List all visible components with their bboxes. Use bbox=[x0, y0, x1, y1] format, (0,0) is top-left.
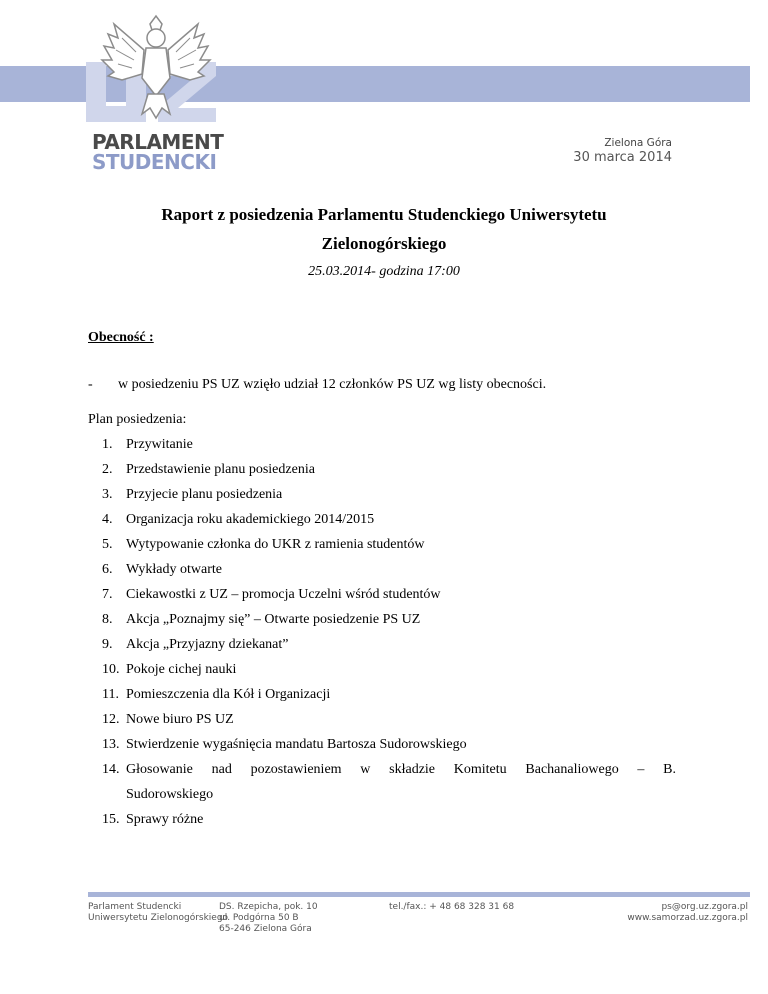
logo-text-parlament: PARLAMENT bbox=[92, 130, 224, 154]
agenda-item-number: 12. bbox=[102, 712, 120, 727]
footer-phone bbox=[389, 902, 514, 913]
agenda-word: – bbox=[637, 762, 645, 777]
agenda-item-text: Wykłady otwarte bbox=[126, 562, 222, 577]
agenda-word: w bbox=[360, 762, 371, 777]
agenda-word: B. bbox=[663, 762, 676, 777]
agenda-item-text: Sprawy różne bbox=[126, 812, 204, 827]
agenda-item-number: 11. bbox=[102, 687, 119, 702]
agenda-item-number: 5. bbox=[102, 537, 113, 552]
agenda-word: Komitetu bbox=[453, 762, 507, 777]
agenda-item-text: Przywitanie bbox=[126, 437, 193, 452]
agenda-item-number: 8. bbox=[102, 612, 113, 627]
agenda-word: pozostawieniem bbox=[250, 762, 342, 777]
document-subtitle: 25.03.2014- godzina 17:00 bbox=[308, 264, 460, 279]
document-title-line2: Zielonogórskiego bbox=[321, 234, 447, 253]
agenda-item-text: Wytypowanie członka do UKR z ramienia studentów bbox=[126, 537, 425, 552]
footer-organization bbox=[88, 902, 228, 924]
agenda-item-text: Przyjecie planu posiedzenia bbox=[126, 487, 283, 502]
agenda-item-number: 9. bbox=[102, 637, 113, 652]
attendance-text: w posiedzeniu PS UZ wzięło udział 12 członków PS UZ wg listy obecności. bbox=[118, 377, 547, 392]
agenda-item-text-justified bbox=[126, 762, 676, 778]
footer-address bbox=[219, 902, 318, 935]
footer-address-line: 65-246 Zielona Góra bbox=[219, 924, 312, 934]
agenda-item-text: Akcja „Przyjazny dziekanat” bbox=[126, 637, 289, 652]
agenda-item-text: Przedstawienie planu posiedzenia bbox=[126, 462, 315, 477]
agenda-item-number: 14. bbox=[102, 762, 120, 777]
footer-website-link[interactable]: www.samorzad.uz.zgora.pl bbox=[627, 913, 748, 923]
agenda-word: nad bbox=[211, 762, 232, 777]
agenda-item-text: Ciekawostki z UZ – promocja Uczelni wśród studentów bbox=[126, 587, 441, 602]
agenda-item-continuation: Sudorowskiego bbox=[126, 787, 214, 802]
footer-address-line: DS. Rzepicha, pok. 10 bbox=[219, 902, 318, 912]
place-label: Zielona Góra bbox=[604, 137, 672, 149]
agenda-word: Głosowanie bbox=[126, 762, 193, 777]
agenda-item-text: Stwierdzenie wygaśnięcia mandatu Bartosza Sudorowskiego bbox=[126, 737, 467, 752]
footer-divider bbox=[88, 892, 750, 897]
plan-label: Plan posiedzenia: bbox=[88, 412, 187, 427]
document-title-line1: Raport z posiedzenia Parlamentu Studenckiego Uniwersytetu bbox=[161, 205, 607, 224]
footer-phone-line: tel./fax.: + 48 68 328 31 68 bbox=[389, 902, 515, 912]
footer-address-line: ul. Podgórna 50 B bbox=[219, 913, 299, 923]
agenda-item-number: 1. bbox=[102, 437, 113, 452]
agenda-word: Bachanaliowego bbox=[525, 762, 619, 777]
agenda-item-text: Pomieszczenia dla Kół i Organizacji bbox=[126, 687, 331, 702]
agenda-item-number: 2. bbox=[102, 462, 113, 477]
agenda-item-number: 13. bbox=[102, 737, 120, 752]
agenda-item-number: 10. bbox=[102, 662, 120, 677]
footer-contact bbox=[627, 902, 748, 924]
eagle-emblem-icon bbox=[86, 14, 226, 130]
logo-text-studencki: STUDENCKI bbox=[92, 150, 217, 174]
footer-org-line: Uniwersytetu Zielonogórskiego bbox=[88, 913, 229, 923]
attendance-heading: Obecność : bbox=[88, 330, 154, 345]
agenda-item-text: Organizacja roku akademickiego 2014/2015 bbox=[126, 512, 375, 527]
agenda-item-number: 15. bbox=[102, 812, 120, 827]
footer-org-line: Parlament Studencki bbox=[88, 902, 182, 912]
agenda-word: składzie bbox=[389, 762, 436, 777]
logo bbox=[86, 14, 226, 174]
document-date: 30 marca 2014 bbox=[573, 150, 672, 165]
agenda-item-number: 4. bbox=[102, 512, 113, 527]
agenda-item-number: 7. bbox=[102, 587, 113, 602]
agenda-item-text: Pokoje cichej nauki bbox=[126, 662, 237, 677]
agenda-item-number: 6. bbox=[102, 562, 113, 577]
agenda-item-text: Akcja „Poznajmy się” – Otwarte posiedzenie PS UZ bbox=[126, 612, 421, 627]
footer-email-link[interactable]: ps@org.uz.zgora.pl bbox=[661, 902, 748, 912]
agenda-item-number: 3. bbox=[102, 487, 113, 502]
agenda-item-text: Nowe biuro PS UZ bbox=[126, 712, 234, 727]
attendance-bullet: - bbox=[88, 377, 93, 392]
